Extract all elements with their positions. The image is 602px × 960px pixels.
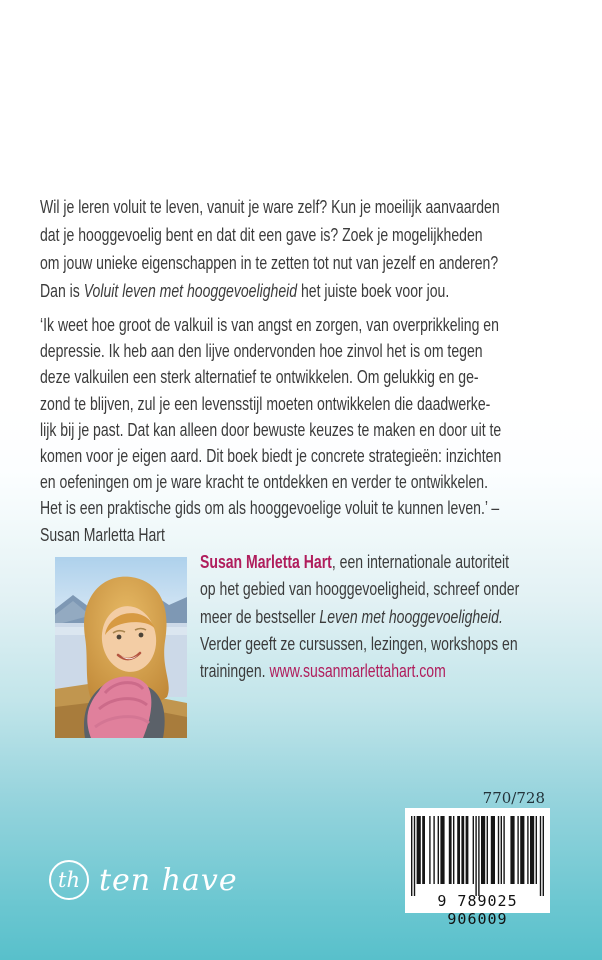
author-bio (200, 549, 602, 685)
quote-line: komen voor je eigen aard. Dit boek biedt je concrete strategieën: inzichten (40, 446, 502, 467)
publisher-monogram-icon: th (49, 860, 89, 900)
publisher-logo (49, 860, 238, 900)
intro-line: Wil je leren voluit te leven, vanuit je ware zelf? Kun je moeilijk aanvaarden (40, 197, 500, 217)
bio-line: Susan Marletta Hart, een internationale autoriteit (200, 552, 510, 572)
quote-line: lijk bij je past. Dat kan alleen door bewuste keuzes te maken en door uit te (40, 419, 502, 440)
catalog-number: 770/728 (482, 789, 545, 807)
intro-line: om jouw unieke eigenschappen in te zetten tot nut van jezelf en anderen? (40, 253, 499, 273)
bio-line: meer de bestseller Leven met hooggevoeligheid. (200, 606, 503, 627)
quote-line: Het is een praktische gids om als hooggevoelige voluit te kunnen leven.’ – (40, 498, 500, 519)
barcode-digits: 9 789025 906009 (437, 892, 518, 928)
bio-line: Verder geeft ze cursussen, lezingen, workshops en (200, 633, 518, 654)
book-title-italic: Leven met hooggevoeligheid. (319, 606, 503, 627)
book-title-italic: Voluit leven met hooggevoeligheid (83, 281, 298, 301)
intro-paragraph (40, 193, 602, 305)
intro-line: Dan is Voluit leven met hooggevoeligheid het juiste boek voor jou. (40, 281, 450, 301)
barcode (405, 808, 550, 928)
quote-line: zond te blijven, zul je een levensstijl moeten ontwikkelen die daadwerke- (40, 393, 491, 414)
barcode-bars (411, 816, 544, 896)
quote-line: deze valkuilen een sterk alternatief te ontwikkelen. Om gelukkig en ge- (40, 367, 479, 388)
author-photo (55, 557, 187, 738)
intro-line: dat je hooggevoelig bent en dat dit een gave is? Zoek je mogelijkheden (40, 225, 483, 245)
bio-line: op het gebied van hooggevoeligheid, schreef onder (200, 579, 520, 600)
author-website-url: www.susanmarlettahart.com (269, 661, 446, 682)
quote-line: ‘Ik weet hoe groot de valkuil is van angst en zorgen, van overprikkeling en (40, 315, 499, 335)
author-name: Susan Marletta Hart (200, 552, 332, 572)
quote-attribution: Susan Marletta Hart (40, 524, 165, 545)
quote-line: en oefeningen om je ware kracht te ontdekken en verder te ontwikkelen. (40, 472, 489, 493)
quote-paragraph (40, 312, 602, 548)
publisher-name: ten have (99, 862, 238, 898)
quote-line: depressie. Ik heb aan den lijve ondervonden hoe zinvol het is om tegen (40, 341, 483, 362)
bio-line: trainingen. www.susanmarlettahart.com (200, 661, 446, 682)
